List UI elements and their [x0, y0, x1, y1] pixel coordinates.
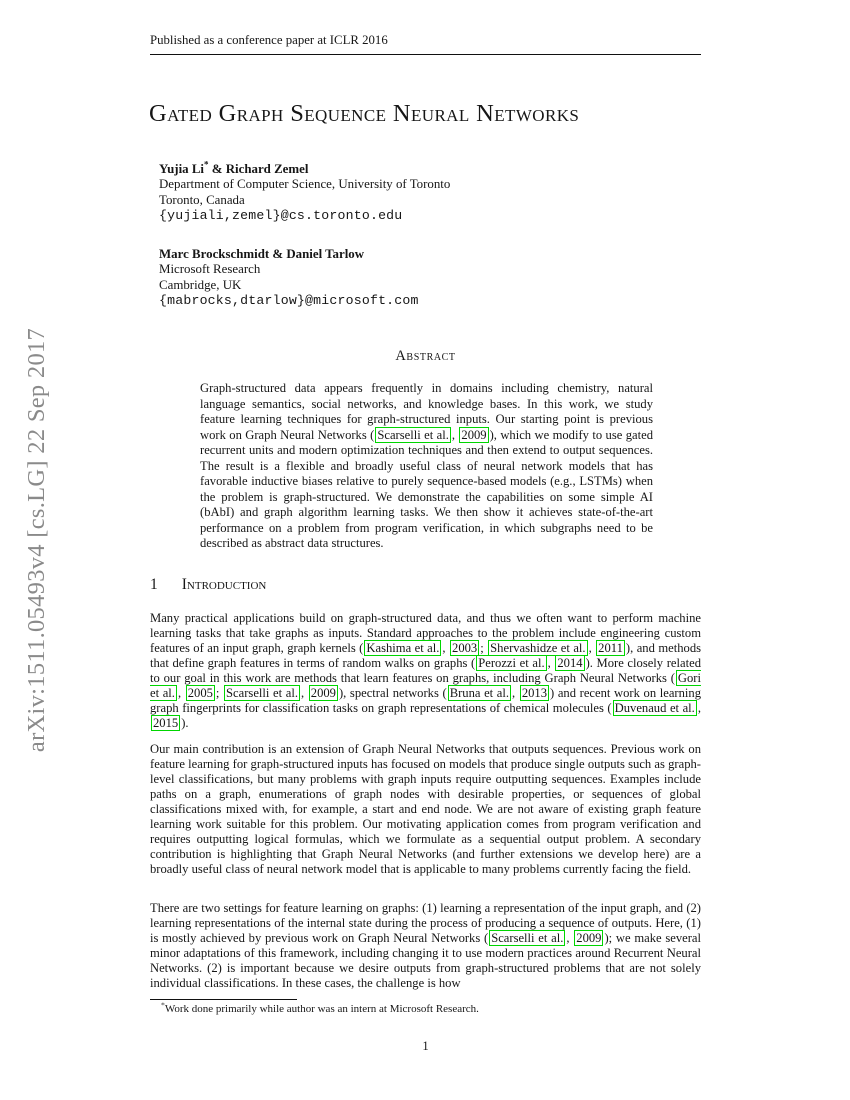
author-affiliation: Toronto, Canada [159, 192, 245, 207]
author-block-microsoft [159, 247, 419, 309]
author-email: {yujiali,zemel}@cs.toronto.edu [159, 208, 403, 224]
paper-title: Gated Graph Sequence Neural Networks [149, 100, 580, 127]
author-affiliation: Department of Computer Science, University of Toronto [159, 177, 451, 192]
citation-link[interactable]: 2009 [576, 931, 602, 946]
citation-link[interactable]: 2005 [187, 686, 213, 701]
author-block-toronto [159, 159, 451, 224]
author-affiliation: Cambridge, UK [159, 277, 242, 292]
intro-paragraph-2: Our main contribution is an extension of Graph Neural Networks that outputs sequences. Previous work on feature learning for graph-structured inputs has focused on models that produce single outputs such as graph-level classifications, but many problems with graph inputs require outputting sequences. Examples include paths on a graph, enumerations of graph nodes with desirable properties, or sequences of global classifications mixed with, for example, a start and end node. We are not aware of existing graph feature learning work suitable for this problem. Our motivating application comes from program verification and requires outputting logical formulas, which we formulate as a sequential output problem. A secondary contribution is highlighting that Graph Neural Networks (and further extensions we develop here) are a broadly useful class of neural network model that is applicable to many problems currently facing the field. [150, 742, 701, 877]
citation-link[interactable]: Scarselli et al. [226, 686, 298, 701]
citation-link[interactable]: Scarselli et al. [377, 427, 449, 442]
citation-link[interactable]: Scarselli et al. [491, 931, 564, 946]
footnote-marker: * [161, 1000, 165, 1010]
citation-link[interactable]: 2009 [461, 427, 487, 442]
citation-link[interactable]: 2011 [598, 641, 623, 656]
author-affiliation: Microsoft Research [159, 262, 261, 277]
intro-paragraph-1: Many practical applications build on graph-structured data, and thus we often want to perform machine learning tasks that take graphs as inputs. Standard approaches to the problem include engineering custom features of an input graph, graph kernels ( Kashima et al. , 2003 ; Shervashidze et al. , 2011 ), and methods that define graph features in terms of random walks on graphs ( Perozzi et al. , 2014 ). More closely related to our goal in this work are methods that learn features on graphs, including Graph Neural Networks ( Gori et al. , 2005 ; Scarselli et al. , 2009 ), spectral networks ( Bruna et al. , 2013 ) and recent work on learning graph fingerprints for classification tasks on graph representations of chemical molecules ( Duvenaud et al. , 2015 ). [150, 611, 702, 731]
citation-link[interactable]: 2014 [557, 656, 583, 671]
header-text: Published as a conference paper at ICLR 2016 [150, 33, 388, 47]
section-title: Introduction [181, 576, 267, 593]
intro-paragraph-3: There are two settings for feature learning on graphs: (1) learning a representation of the input graph, and (2) learning representations of the internal state during the process of producing a sequence of outputs. Here, (1) is mostly achieved by previous work on Graph Neural Networks ( Scarselli et al. , 2009 ); we make several minor adaptations of this framework, including changing it to use modern practices around Recurrent Neural Networks. (2) is important because we desire outputs from graph-structured problems that are not solely individual classifications. In these cases, the challenge is how [150, 901, 701, 991]
header-rule [150, 54, 701, 55]
section-number: 1 [150, 576, 158, 593]
author-name: Marc Brockschmidt & Daniel Tarlow [159, 247, 365, 261]
citation-link[interactable]: Kashima et al. [366, 641, 440, 656]
author-name: Yujia Li* & Richard Zemel [159, 159, 309, 176]
footnote-marker: * [204, 159, 209, 170]
abstract-body: Graph-structured data appears frequently in domains including chemistry, natural language semantics, social networks, and knowledge bases. In this work, we study feature learning techniques for graph-structured inputs. Our starting point is previous work on Graph Neural Networks ( Scarselli et al. , 2009 ), which we modify to use gated recurrent units and modern optimization techniques and then extend to output sequences. The result is a flexible and broadly useful class of neural network models that has favorable inductive biases relative to purely sequence-based models (e.g., LSTMs) when the problem is graph-structured. We demonstrate the capabilities on some simple AI (bAbI) and graph algorithm learning tasks. We then show it achieves state-of-the-art performance on a problem from program verification, in which subgraphs need to be described as abstract data structures. [200, 381, 653, 550]
citation-link[interactable]: Duvenaud et al. [614, 701, 695, 716]
citation-link[interactable]: Perozzi et al. [478, 656, 545, 671]
citation-link[interactable]: 2003 [452, 641, 478, 656]
citation-link[interactable]: Shervashidze et al. [490, 641, 586, 656]
citation-link[interactable]: Gori et al. [150, 671, 701, 701]
abstract-heading: Abstract [395, 348, 456, 364]
footnote-text: *Work done primarily while author was an intern at Microsoft Research. [161, 1000, 479, 1015]
section-heading-introduction [150, 576, 266, 594]
arxiv-stamp: arXiv:1511.05493v4 [cs.LG] 22 Sep 2017 [23, 327, 50, 753]
citation-link[interactable]: Bruna et al. [449, 686, 510, 701]
footnote-rule [150, 999, 297, 1000]
author-email: {mabrocks,dtarlow}@microsoft.com [159, 293, 419, 309]
citation-link[interactable]: 2009 [310, 686, 336, 701]
citation-link[interactable]: 2015 [153, 716, 179, 731]
citation-link[interactable]: 2013 [521, 686, 548, 701]
page-number: 1 [422, 1039, 429, 1053]
